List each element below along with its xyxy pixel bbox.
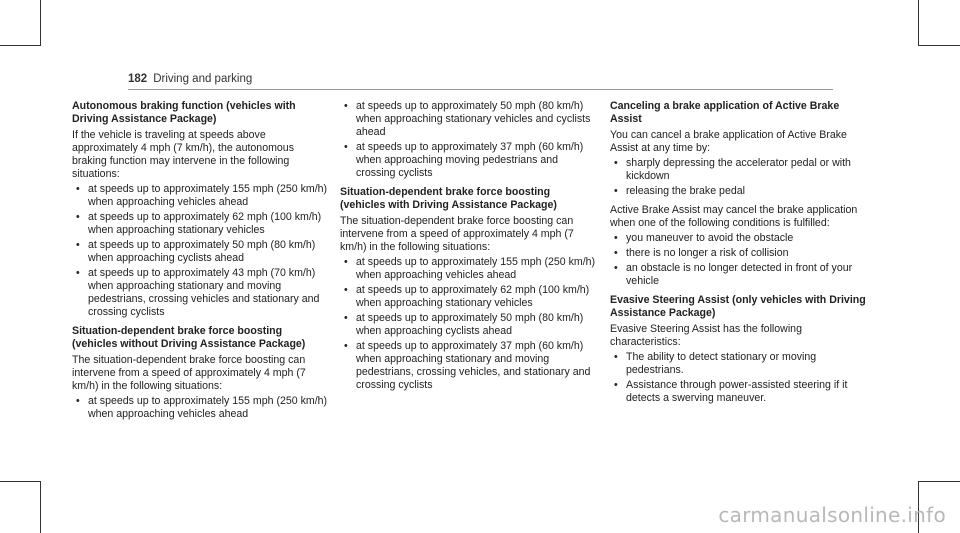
page-header <box>128 73 252 85</box>
bullet-list <box>72 395 330 421</box>
list-item: • at speeds up to approximately 155 mph (250 km/h) when approaching vehicles ahead <box>72 395 330 421</box>
paragraph: If the vehicle is traveling at speeds above approximately 4 mph (7 km/h), the autonomous braking function may intervene in the following situations: <box>72 129 294 180</box>
list-item: • you maneuver to avoid the obstacle <box>610 232 868 245</box>
list-item: • releasing the brake pedal <box>610 185 868 198</box>
bullet-list <box>72 183 330 319</box>
header-divider <box>128 89 833 90</box>
column-left <box>72 100 330 427</box>
crop-mark <box>918 0 919 46</box>
crop-mark <box>40 0 41 46</box>
crop-mark <box>40 481 41 533</box>
crop-mark <box>0 481 41 482</box>
bullet-list <box>610 232 868 288</box>
crop-mark <box>918 481 960 482</box>
list-item: • an obstacle is no longer detected in front of your vehicle <box>610 262 868 288</box>
list-item: • at speeds up to approximately 37 mph (60 km/h) when approaching stationary and moving pedestrians, crossing vehicles, and stationary and crossing cyclists <box>340 340 598 392</box>
section-heading: Evasive Steering Assist (only vehicles with Driving Assistance Package) <box>610 294 866 319</box>
section-heading: Autonomous braking function (vehicles with Driving Assistance Package) <box>72 100 296 125</box>
list-item: • at speeds up to approximately 155 mph (250 km/h) when approaching vehicles ahead <box>340 256 598 282</box>
list-item: • at speeds up to approximately 50 mph (80 km/h) when approaching cyclists ahead <box>72 239 330 265</box>
bullet-list <box>610 351 868 405</box>
list-item: • at speeds up to approximately 155 mph (250 km/h) when approaching vehicles ahead <box>72 183 330 209</box>
watermark: carmanualsonline.info <box>718 503 946 527</box>
list-item: • at speeds up to approximately 62 mph (100 km/h) when approaching stationary vehicles <box>72 211 330 237</box>
bullet-list <box>610 157 868 198</box>
list-item: • The ability to detect stationary or moving pedestrians. <box>610 351 868 377</box>
section-heading: Situation-dependent brake force boosting (vehicles with Driving Assistance Package) <box>340 186 557 211</box>
column-right <box>610 100 868 411</box>
crop-mark <box>0 45 41 46</box>
list-item: • at speeds up to approximately 37 mph (60 km/h) when approaching moving pedestrians and crossing cyclists <box>340 141 598 180</box>
column-middle <box>340 100 598 398</box>
list-item: • at speeds up to approximately 50 mph (80 km/h) when approaching stationary vehicles and cyclists ahead <box>340 100 598 139</box>
section-title: Driving and parking <box>153 73 253 85</box>
paragraph: You can cancel a brake application of Active Brake Assist at any time by: <box>610 129 847 154</box>
list-item: • at speeds up to approximately 62 mph (100 km/h) when approaching stationary vehicles <box>340 284 598 310</box>
list-item: • there is no longer a risk of collision <box>610 247 868 260</box>
page-number: 182 <box>128 73 148 85</box>
bullet-list <box>340 100 598 180</box>
paragraph: Active Brake Assist may cancel the brake application when one of the following conditions is fulfilled: <box>610 204 858 229</box>
paragraph: The situation-dependent brake force boosting can intervene from a speed of approximately 4 mph (7 km/h) in the following situations: <box>72 354 306 392</box>
list-item: • Assistance through power-assisted steering if it detects a swerving maneuver. <box>610 379 868 405</box>
list-item: • sharply depressing the accelerator pedal or with kickdown <box>610 157 868 183</box>
crop-mark <box>918 45 960 46</box>
list-item: • at speeds up to approximately 43 mph (70 km/h) when approaching stationary and moving pedestrians, crossing vehicles and stationary and crossing cyclists <box>72 267 330 319</box>
section-heading: Canceling a brake application of Active Brake Assist <box>610 100 840 125</box>
bullet-list <box>340 256 598 392</box>
paragraph: Evasive Steering Assist has the following characteristics: <box>610 323 802 348</box>
section-heading: Situation-dependent brake force boosting (vehicles without Driving Assistance Package) <box>72 325 306 350</box>
list-item: • at speeds up to approximately 50 mph (80 km/h) when approaching cyclists ahead <box>340 312 598 338</box>
paragraph: The situation-dependent brake force boosting can intervene from a speed of approximately 4 mph (7 km/h) in the following situations: <box>340 215 574 253</box>
